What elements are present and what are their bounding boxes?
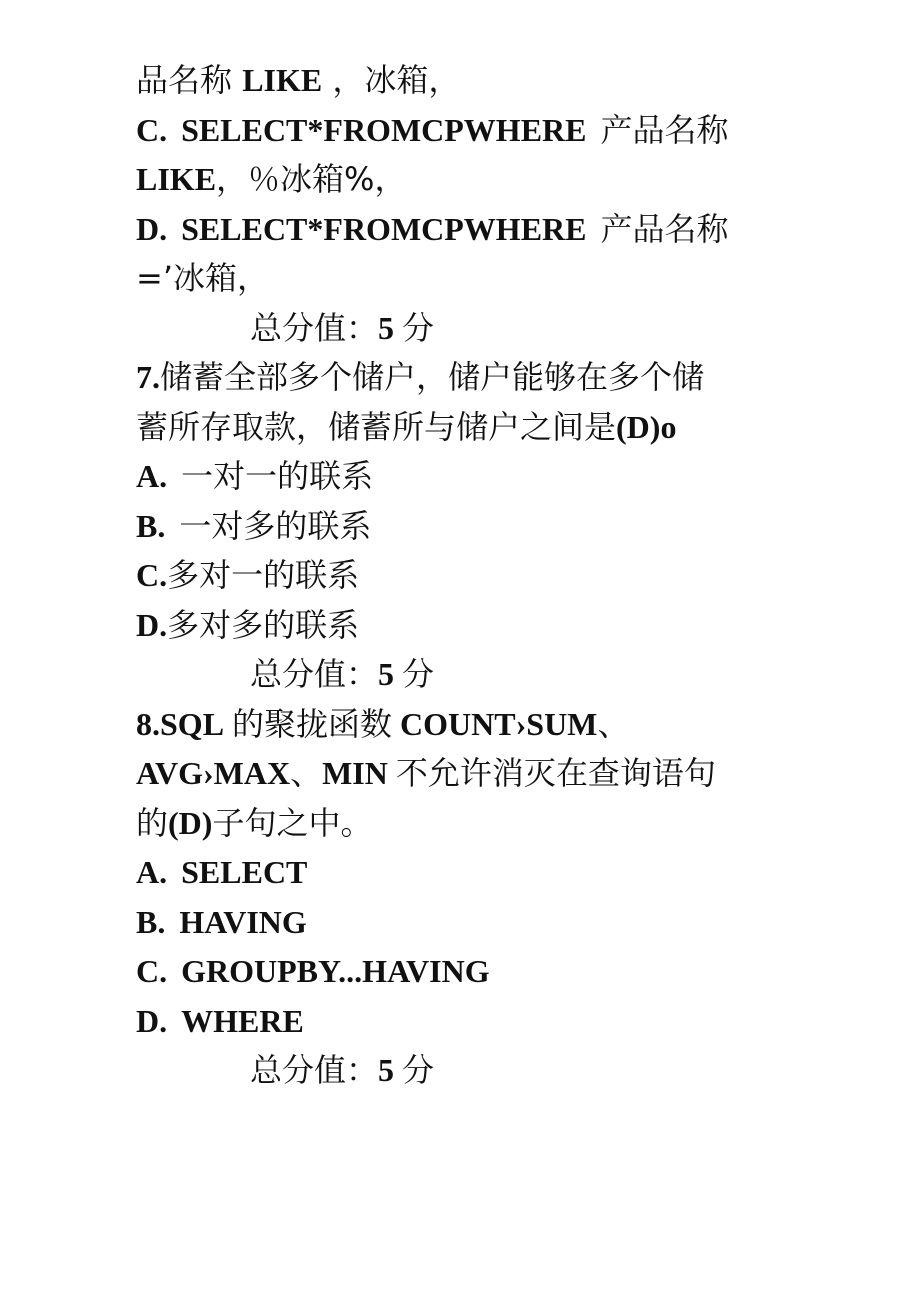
q8-option-b-label: B.	[136, 903, 166, 940]
q8-question-line2	[136, 749, 796, 799]
q8-option-c-text: GROUPBY...HAVING	[181, 953, 490, 989]
q7-score	[136, 650, 796, 700]
q6-option-d-field: 产品名称	[600, 209, 729, 248]
q8-option-c-label: C.	[136, 953, 168, 989]
q6-score-unit: 分	[402, 308, 435, 347]
q7-text-line2: 蓄所存取款，储蓄所与储户之间是	[136, 407, 617, 446]
q8-question-line3	[136, 799, 796, 849]
q7-option-a-text: 一对一的联系	[181, 457, 374, 495]
q8-functions-b: AVG›MAX	[136, 755, 291, 791]
q7-option-c	[136, 551, 796, 601]
q6-option-d-continued	[136, 254, 796, 304]
q6-text-value: ，冰箱，	[332, 61, 461, 99]
q7-option-a	[136, 452, 796, 502]
q6-option-c-label: C.	[136, 111, 168, 148]
q7-question-line2	[136, 403, 796, 453]
q8-score-value: 5	[378, 1052, 395, 1088]
q7-number: 7.	[136, 359, 160, 395]
q8-option-a	[136, 848, 796, 898]
q8-sql-keyword: SQL	[160, 705, 225, 742]
q6-continued-line	[136, 56, 796, 106]
q8-separator-b: 、	[290, 754, 323, 792]
q7-score-unit: 分	[402, 655, 435, 693]
q8-option-d	[136, 997, 796, 1047]
q8-number: 8.	[136, 705, 160, 742]
q7-option-d-text: 多对多的联系	[167, 605, 360, 644]
q8-functions-c: MIN	[322, 755, 388, 791]
q6-option-c-pattern: ，％冰箱%，	[216, 160, 407, 198]
q6-text-keyword: LIKE	[242, 62, 323, 98]
q7-option-b-text: 一对多的联系	[179, 506, 372, 545]
q7-option-c-text: 多对一的联系	[167, 556, 360, 594]
q7-text-line1: 储蓄全部多个储户，储户能够在多个储	[160, 358, 705, 396]
q8-question-line1	[136, 700, 796, 750]
q8-option-c	[136, 947, 796, 997]
q8-score	[136, 1046, 796, 1096]
q7-option-b-label: B.	[136, 507, 166, 544]
q7-option-a-label: A.	[136, 458, 168, 494]
q7-option-c-label: C.	[136, 557, 168, 593]
q8-text-condition: 不允许消灭在查询语句	[395, 754, 716, 792]
q7-answer: (D)o	[616, 408, 677, 445]
q6-option-c	[136, 106, 796, 156]
exam-content	[136, 56, 796, 1096]
q6-score-value: 5	[378, 309, 395, 346]
q8-functions-a: COUNT›SUM	[400, 705, 598, 742]
q6-option-d-label: D.	[136, 210, 168, 247]
q8-text-aggregate: 的聚拢函数	[232, 704, 393, 743]
q8-answer: (D)	[168, 804, 213, 841]
q8-text-clause: 子句之中。	[212, 803, 373, 842]
q7-score-value: 5	[378, 656, 395, 692]
q6-option-d-value: =’冰箱，	[136, 259, 269, 297]
q6-score	[136, 304, 796, 354]
q6-option-c-like: LIKE	[136, 161, 217, 197]
q6-text-cjk: 品名称	[136, 61, 233, 99]
q7-option-d-label: D.	[136, 606, 168, 643]
q8-text-of: 的	[136, 803, 169, 842]
q7-option-d	[136, 601, 796, 651]
q8-option-d-label: D.	[136, 1002, 168, 1039]
q7-question-line1	[136, 353, 796, 403]
q8-option-b-text: HAVING	[179, 903, 307, 940]
q8-separator-a: 、	[597, 704, 630, 743]
q6-option-c-continued	[136, 155, 796, 205]
q6-option-d	[136, 205, 796, 255]
q8-option-d-text: WHERE	[181, 1002, 304, 1039]
q6-score-prefix: 总分值：	[250, 308, 379, 347]
q7-option-b	[136, 502, 796, 552]
q8-option-a-text: SELECT	[181, 854, 308, 890]
q7-score-prefix: 总分值：	[250, 655, 379, 693]
q8-score-prefix: 总分值：	[250, 1051, 379, 1089]
q8-option-a-label: A.	[136, 854, 168, 890]
q6-option-c-field: 产品名称	[600, 110, 729, 149]
q8-option-b	[136, 898, 796, 948]
q6-option-d-sql: SELECT*FROMCPWHERE	[181, 210, 587, 247]
q8-score-unit: 分	[402, 1051, 435, 1089]
q6-option-c-sql: SELECT*FROMCPWHERE	[181, 111, 587, 148]
